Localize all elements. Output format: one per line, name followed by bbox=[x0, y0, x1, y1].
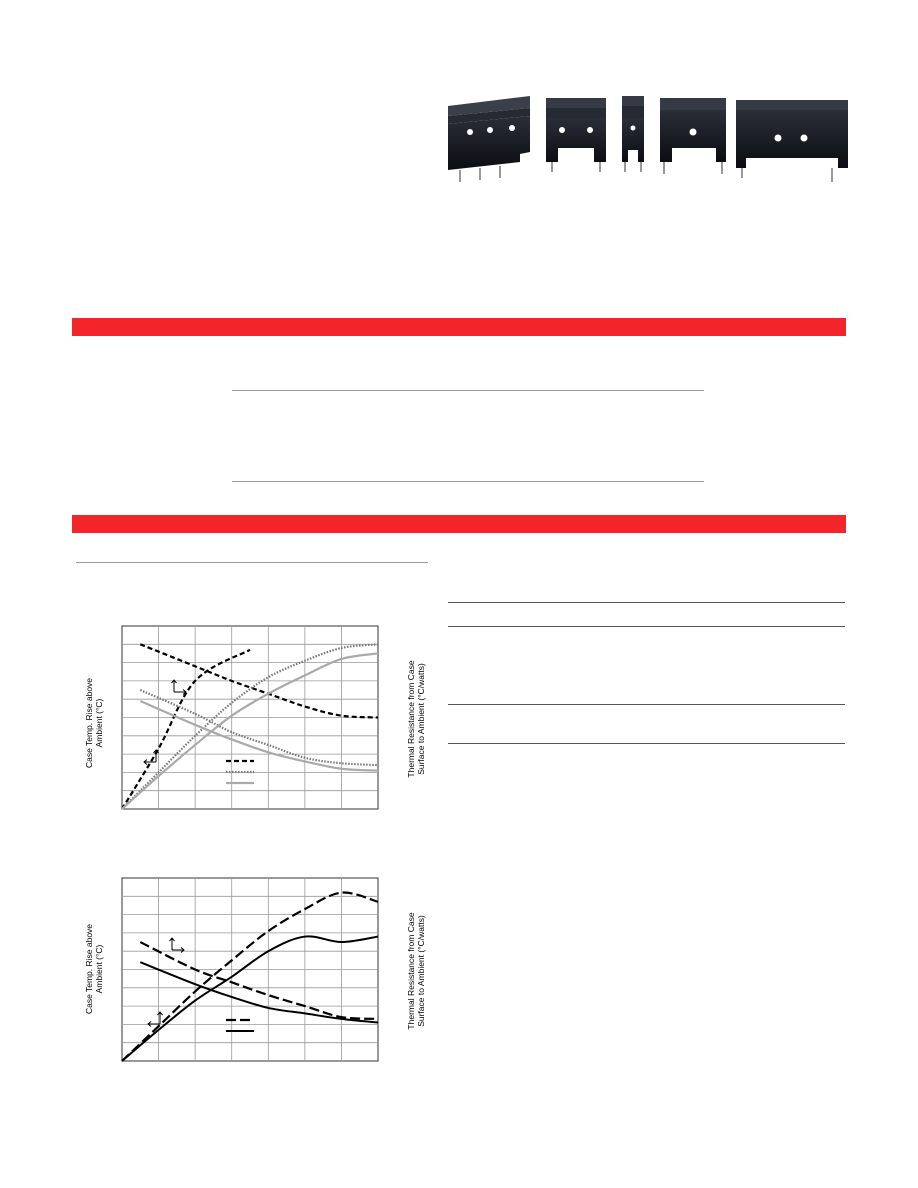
table-rule-top bbox=[232, 390, 704, 391]
left-column-rule bbox=[76, 562, 428, 563]
section-bar-1 bbox=[72, 318, 846, 336]
table-rule-bottom bbox=[232, 481, 704, 482]
product-photo bbox=[440, 92, 850, 188]
chart-1-y2label: Thermal Resistance from Case Surface to Ambient (°C/watts) bbox=[406, 660, 426, 778]
heatsink-4 bbox=[660, 98, 726, 174]
heatsink-1 bbox=[448, 96, 530, 182]
right-table-rule-3 bbox=[448, 704, 845, 705]
chart-2-y2label: Thermal Resistance from Case Surface to Ambient (°C/watts) bbox=[406, 912, 426, 1030]
heatsink-3 bbox=[622, 96, 644, 172]
chart-2 bbox=[122, 878, 378, 1061]
chart-2-ylabel: Case Temp. Rise above Ambient (°C) bbox=[84, 923, 104, 1015]
chart-1-ylabel: Case Temp. Rise above Ambient (°C) bbox=[84, 677, 104, 769]
chart-1 bbox=[122, 626, 378, 809]
right-table-rule-2 bbox=[448, 626, 845, 627]
section-bar-2 bbox=[72, 515, 846, 533]
heatsink-5 bbox=[736, 100, 848, 182]
right-table-rule-4 bbox=[448, 743, 845, 744]
heatsink-2 bbox=[546, 98, 606, 172]
right-table-rule-1 bbox=[448, 602, 845, 603]
heatsink-product-photo-icon bbox=[440, 92, 850, 188]
